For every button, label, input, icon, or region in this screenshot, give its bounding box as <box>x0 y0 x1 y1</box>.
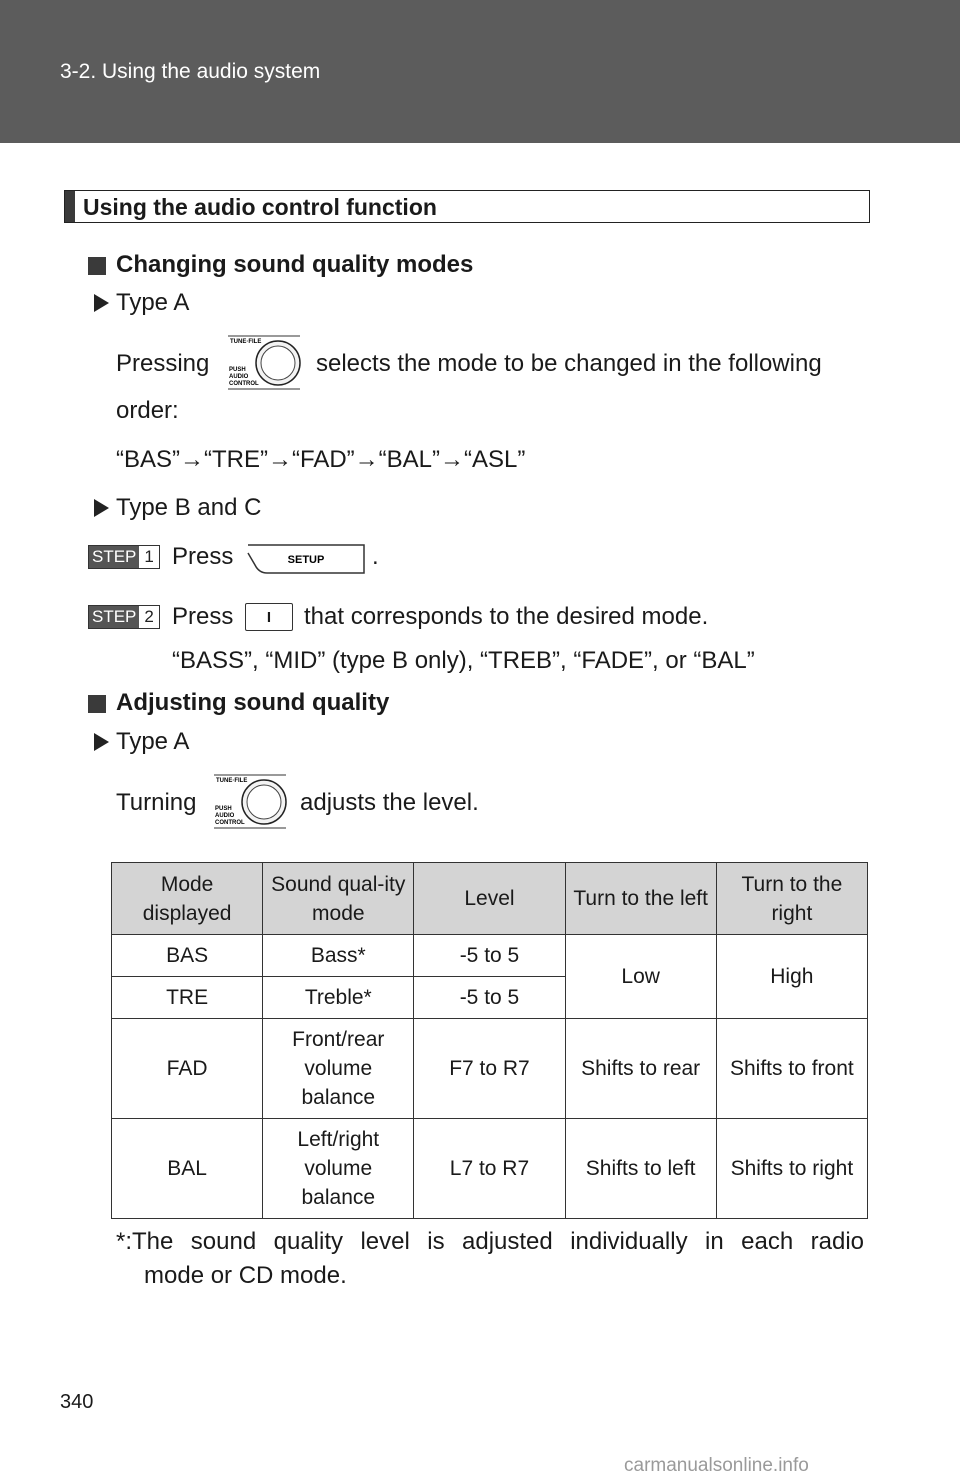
chapter-header: 3-2. Using the audio system <box>60 60 321 83</box>
knob-label-1: PUSH <box>229 367 246 373</box>
watermark: carmanualsonline.info <box>624 1455 809 1476</box>
table-header-cell: Sound qual-ity mode <box>263 863 414 935</box>
table-header-cell: Level <box>414 863 565 935</box>
step-1-badge <box>88 545 160 569</box>
table-cell: -5 to 5 <box>414 935 565 977</box>
table-cell: BAL <box>112 1119 263 1219</box>
table-header-row <box>112 863 868 935</box>
step-number: 2 <box>139 606 158 628</box>
table-cell: FAD <box>112 1019 263 1119</box>
pressing-desc: selects the mode to be changed in the following <box>316 350 822 377</box>
table-cell: Bass* <box>263 935 414 977</box>
knob-label-3: CONTROL <box>229 381 259 387</box>
triangle-bullet-icon <box>94 294 109 312</box>
knob-top-label: TUNE·FILE <box>230 339 262 345</box>
table-cell: F7 to R7 <box>414 1019 565 1119</box>
mode-options: “BASS”, “MID” (type B only), “TREB”, “FADE”, or “BAL” <box>172 647 755 674</box>
knob-label-1: PUSH <box>215 806 232 812</box>
step-number: 1 <box>139 546 158 568</box>
table-cell: BAS <box>112 935 263 977</box>
footnote-line-1: *:The sound quality level is adjusted individually in each radio <box>116 1228 864 1255</box>
turning-desc: adjusts the level. <box>300 789 479 816</box>
table-cell: L7 to R7 <box>414 1119 565 1219</box>
table-header-cell: Turn to the right <box>716 863 867 935</box>
square-bullet-icon <box>88 695 106 713</box>
table-cell: Shifts to right <box>716 1119 867 1219</box>
triangle-bullet-icon <box>94 499 109 517</box>
step-label: STEP <box>89 606 139 628</box>
knob-label-2: AUDIO <box>229 374 249 380</box>
audio-control-knob-icon <box>212 772 288 830</box>
table-row <box>112 1119 868 1219</box>
step-2-press: Press <box>172 603 234 630</box>
type-bc-label: Type B and C <box>116 494 262 521</box>
changing-heading: Changing sound quality modes <box>116 251 474 278</box>
step-2-badge <box>88 605 160 629</box>
table-cell: Shifts to front <box>716 1019 867 1119</box>
section-title-bar <box>65 191 75 222</box>
section-title-box <box>64 190 870 223</box>
section-title: Using the audio control function <box>83 194 437 220</box>
square-bullet-icon <box>88 257 106 275</box>
step-label: STEP <box>89 546 139 568</box>
table-cell: Front/rear volume balance <box>263 1019 414 1119</box>
step-1-press: Press <box>172 543 234 570</box>
table-cell: Left/right volume balance <box>263 1119 414 1219</box>
knob-top-label: TUNE·FILE <box>216 778 248 784</box>
table-header-cell: Turn to the left <box>565 863 716 935</box>
step-1-end: . <box>372 543 379 570</box>
table-row <box>112 935 868 977</box>
step-2-desc: that corresponds to the desired mode. <box>304 603 709 630</box>
table-cell: Shifts to left <box>565 1119 716 1219</box>
knob-label-2: AUDIO <box>215 813 235 819</box>
preset-key-label: I <box>266 608 272 626</box>
table-cell: Low <box>565 935 716 1019</box>
setup-button-icon <box>245 543 367 575</box>
table-cell: Treble* <box>263 977 414 1019</box>
order-text: order: <box>116 397 179 424</box>
table-cell: High <box>716 935 867 1019</box>
adjusting-heading: Adjusting sound quality <box>116 689 390 716</box>
preset-key-icon <box>245 603 293 631</box>
turning-text: Turning <box>116 789 197 816</box>
footnote-line-2: mode or CD mode. <box>144 1262 347 1289</box>
setup-button-label: SETUP <box>287 554 325 566</box>
adjusting-type-a-label: Type A <box>116 728 190 755</box>
table-cell: Shifts to rear <box>565 1019 716 1119</box>
pressing-text: Pressing <box>116 350 210 377</box>
knob-label-3: CONTROL <box>215 820 245 826</box>
table-header-cell: Mode displayed <box>112 863 263 935</box>
page-number: 340 <box>60 1391 94 1413</box>
type-a-label: Type A <box>116 289 190 316</box>
table-row <box>112 1019 868 1119</box>
audio-control-knob-icon <box>226 333 302 391</box>
mode-sequence: “BAS”→“TRE”→“FAD”→“BAL”→“ASL” <box>116 446 526 473</box>
table-cell: TRE <box>112 977 263 1019</box>
triangle-bullet-icon <box>94 733 109 751</box>
table-cell: -5 to 5 <box>414 977 565 1019</box>
sound-quality-table <box>111 862 868 1219</box>
